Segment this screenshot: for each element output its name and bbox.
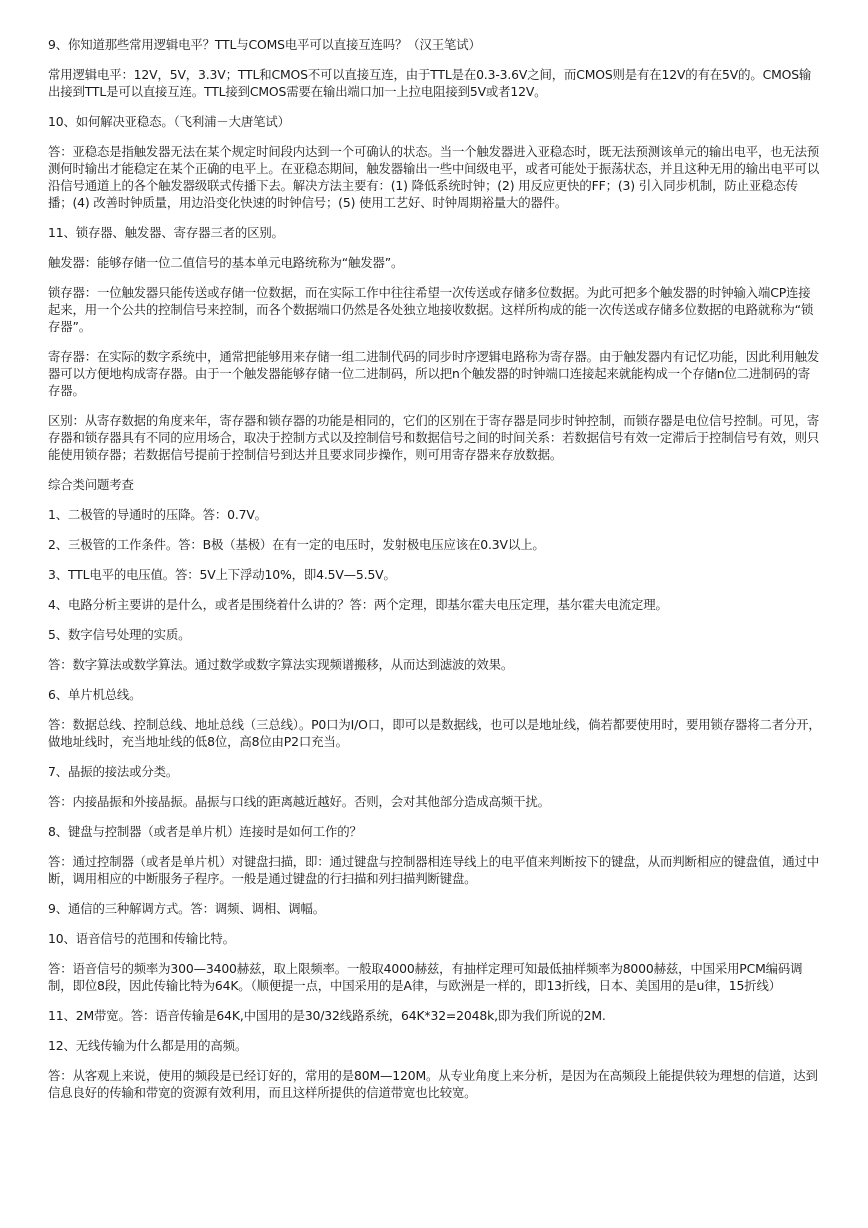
answer-10-metastability: 答：亚稳态是指触发器无法在某个规定时间段内达到一个可确认的状态。当一个触发器进入亚稳态时，既无法预测该单元的输出电平，也无法预测何时输出才能稳定在某个正确的电平上。在亚稳态期间，触发器输出一些中间级电平，或者可能处于振荡状态，并且这种无用的输出电平可以沿信号通道上的各个触发器级联式传播下去。解决方法主要有：(1) 降低系统时钟；(2) 用反应更快的FF；(3) 引入同步机制，防止亚稳态传播；(4) 改善时钟质量，用边沿变化快速的时钟信号；(5) 使用工艺好、时钟周期裕量大的器件。 [48, 144, 820, 210]
item-6-mcu-bus-heading: 6、单片机总线。 [48, 687, 142, 702]
answer-11-flip-flop: 触发器：能够存储一位二值信号的基本单元电路统称为“触发器”。 [48, 255, 404, 270]
item-8-keyboard-heading: 8、键盘与控制器（或者是单片机）连接时是如何工作的？ [48, 824, 362, 839]
item-11-2m-bandwidth: 11、2M带宽。答：语音传输是64K,中国用的是30/32线路系统，64K*32=2048k,即为我们所说的2M. [48, 1008, 606, 1023]
question-9-heading: 9、你知道那些常用逻辑电平？TTL与COMS电平可以直接互连吗？（汉王笔试） [48, 37, 481, 52]
item-10-voice-answer: 答：语音信号的频率为300—3400赫兹，取上限频率。一般取4000赫兹，有抽样定理可知最低抽样频率为8000赫兹，中国采用PCM编码调制，即位8段，因此传输比特为64K。（顺便提一点，中国采用的是A律，与欧洲是一样的，即13折线，日本、美国用的是u律，15折线） [48, 961, 803, 993]
answer-11-latch: 锁存器：一位触发器只能传送或存储一位数据，而在实际工作中往往希望一次传送或存储多位数据。为此可把多个触发器的时钟输入端CP连接起来，用一个公共的控制信号来控制，而各个数据端口仍然是各处独立地接收数据。这样所构成的能一次传送或存储多位数据的电路就称为“锁存器”。 [48, 285, 814, 334]
answer-11-difference: 区别：从寄存数据的角度来年，寄存器和锁存器的功能是相同的，它们的区别在于寄存器是同步时钟控制，而锁存器是电位信号控制。可见，寄存器和锁存器具有不同的应用场合，取决于控制方式以及控制信号和数据信号之间的时间关系：若数据信号有效一定滞后于控制信号有效，则只能使用锁存器；若数据信号提前于控制信号到达并且要求同步操作，则可用寄存器来存放数据。 [48, 413, 820, 462]
item-5-dsp-heading: 5、数字信号处理的实质。 [48, 627, 191, 642]
item-12-wireless-answer: 答：从客观上来说，使用的频段是已经订好的，常用的是80M—120M。从专业角度上来分析，是因为在高频段上能提供较为理想的信道，达到信息良好的传输和带宽的资源有效利用，而且这样所提供的信道带宽也比较宽。 [48, 1068, 818, 1100]
item-8-keyboard-answer: 答：通过控制器（或者是单片机）对键盘扫描，即：通过键盘与控制器相连导线上的电平值来判断按下的键盘，从而判断相应的键盘值，通过中断，调用相应的中断服务子程序。一般是通过键盘的行扫描和列扫描判断键盘。 [48, 854, 820, 886]
item-5-dsp-answer: 答：数字算法或数学算法。通过数学或数字算法实现频谱搬移，从而达到滤波的效果。 [48, 657, 514, 672]
item-3-ttl-voltage: 3、TTL电平的电压值。答：5V上下浮动10%，即4.5V—5.5V。 [48, 567, 396, 582]
section-heading-comprehensive: 综合类问题考查 [48, 477, 134, 492]
item-1-diode: 1、二极管的导通时的压降。答：0.7V。 [48, 507, 267, 522]
document-page [48, 36, 822, 1114]
answer-11-register: 寄存器：在实际的数字系统中，通常把能够用来存储一组二进制代码的同步时序逻辑电路称为寄存器。由于触发器内有记忆功能，因此利用触发器可以方便地构成寄存器。由于一个触发器能够存储一位二进制码，所以把n个触发器的时钟端口连接起来就能构成一个存储n位二进制码的寄存器。 [48, 349, 820, 398]
question-10-heading: 10、如何解决亚稳态。（飞利浦－大唐笔试） [48, 114, 290, 129]
answer-9-logic-levels: 常用逻辑电平：12V，5V，3.3V；TTL和CMOS不可以直接互连，由于TTL是在0.3-3.6V之间，而CMOS则是有在12V的有在5V的。CMOS输出接到TTL是可以直接互连。TTL接到CMOS需要在输出端口加一上拉电阻接到5V或者12V。 [48, 67, 812, 99]
item-6-mcu-bus-answer: 答：数据总线、控制总线、地址总线（三总线）。P0口为I/O口，即可以是数据线，也可以是地址线，倘若都要使用时，要用锁存器将二者分开，做地址线时，充当地址线的低8位，高8位由P2口充当。 [48, 717, 821, 749]
item-7-crystal-answer: 答：内接晶振和外接晶振。晶振与口线的距离越近越好。否则，会对其他部分造成高频干扰。 [48, 794, 550, 809]
question-11-heading: 11、锁存器、触发器、寄存器三者的区别。 [48, 225, 284, 240]
item-12-wireless-heading: 12、无线传输为什么都是用的高频。 [48, 1038, 248, 1053]
item-2-transistor: 2、三极管的工作条件。答：B极（基极）在有一定的电压时，发射极电压应该在0.3V以上。 [48, 537, 545, 552]
item-10-voice-heading: 10、语音信号的范围和传输比特。 [48, 931, 235, 946]
item-4-circuit-analysis: 4、电路分析主要讲的是什么，或者是围绕着什么讲的？答：两个定理，即基尔霍夫电压定理，基尔霍夫电流定理。 [48, 597, 668, 612]
item-9-demodulation: 9、通信的三种解调方式。答：调频、调相、调幅。 [48, 901, 326, 916]
item-7-crystal-heading: 7、晶振的接法或分类。 [48, 764, 179, 779]
